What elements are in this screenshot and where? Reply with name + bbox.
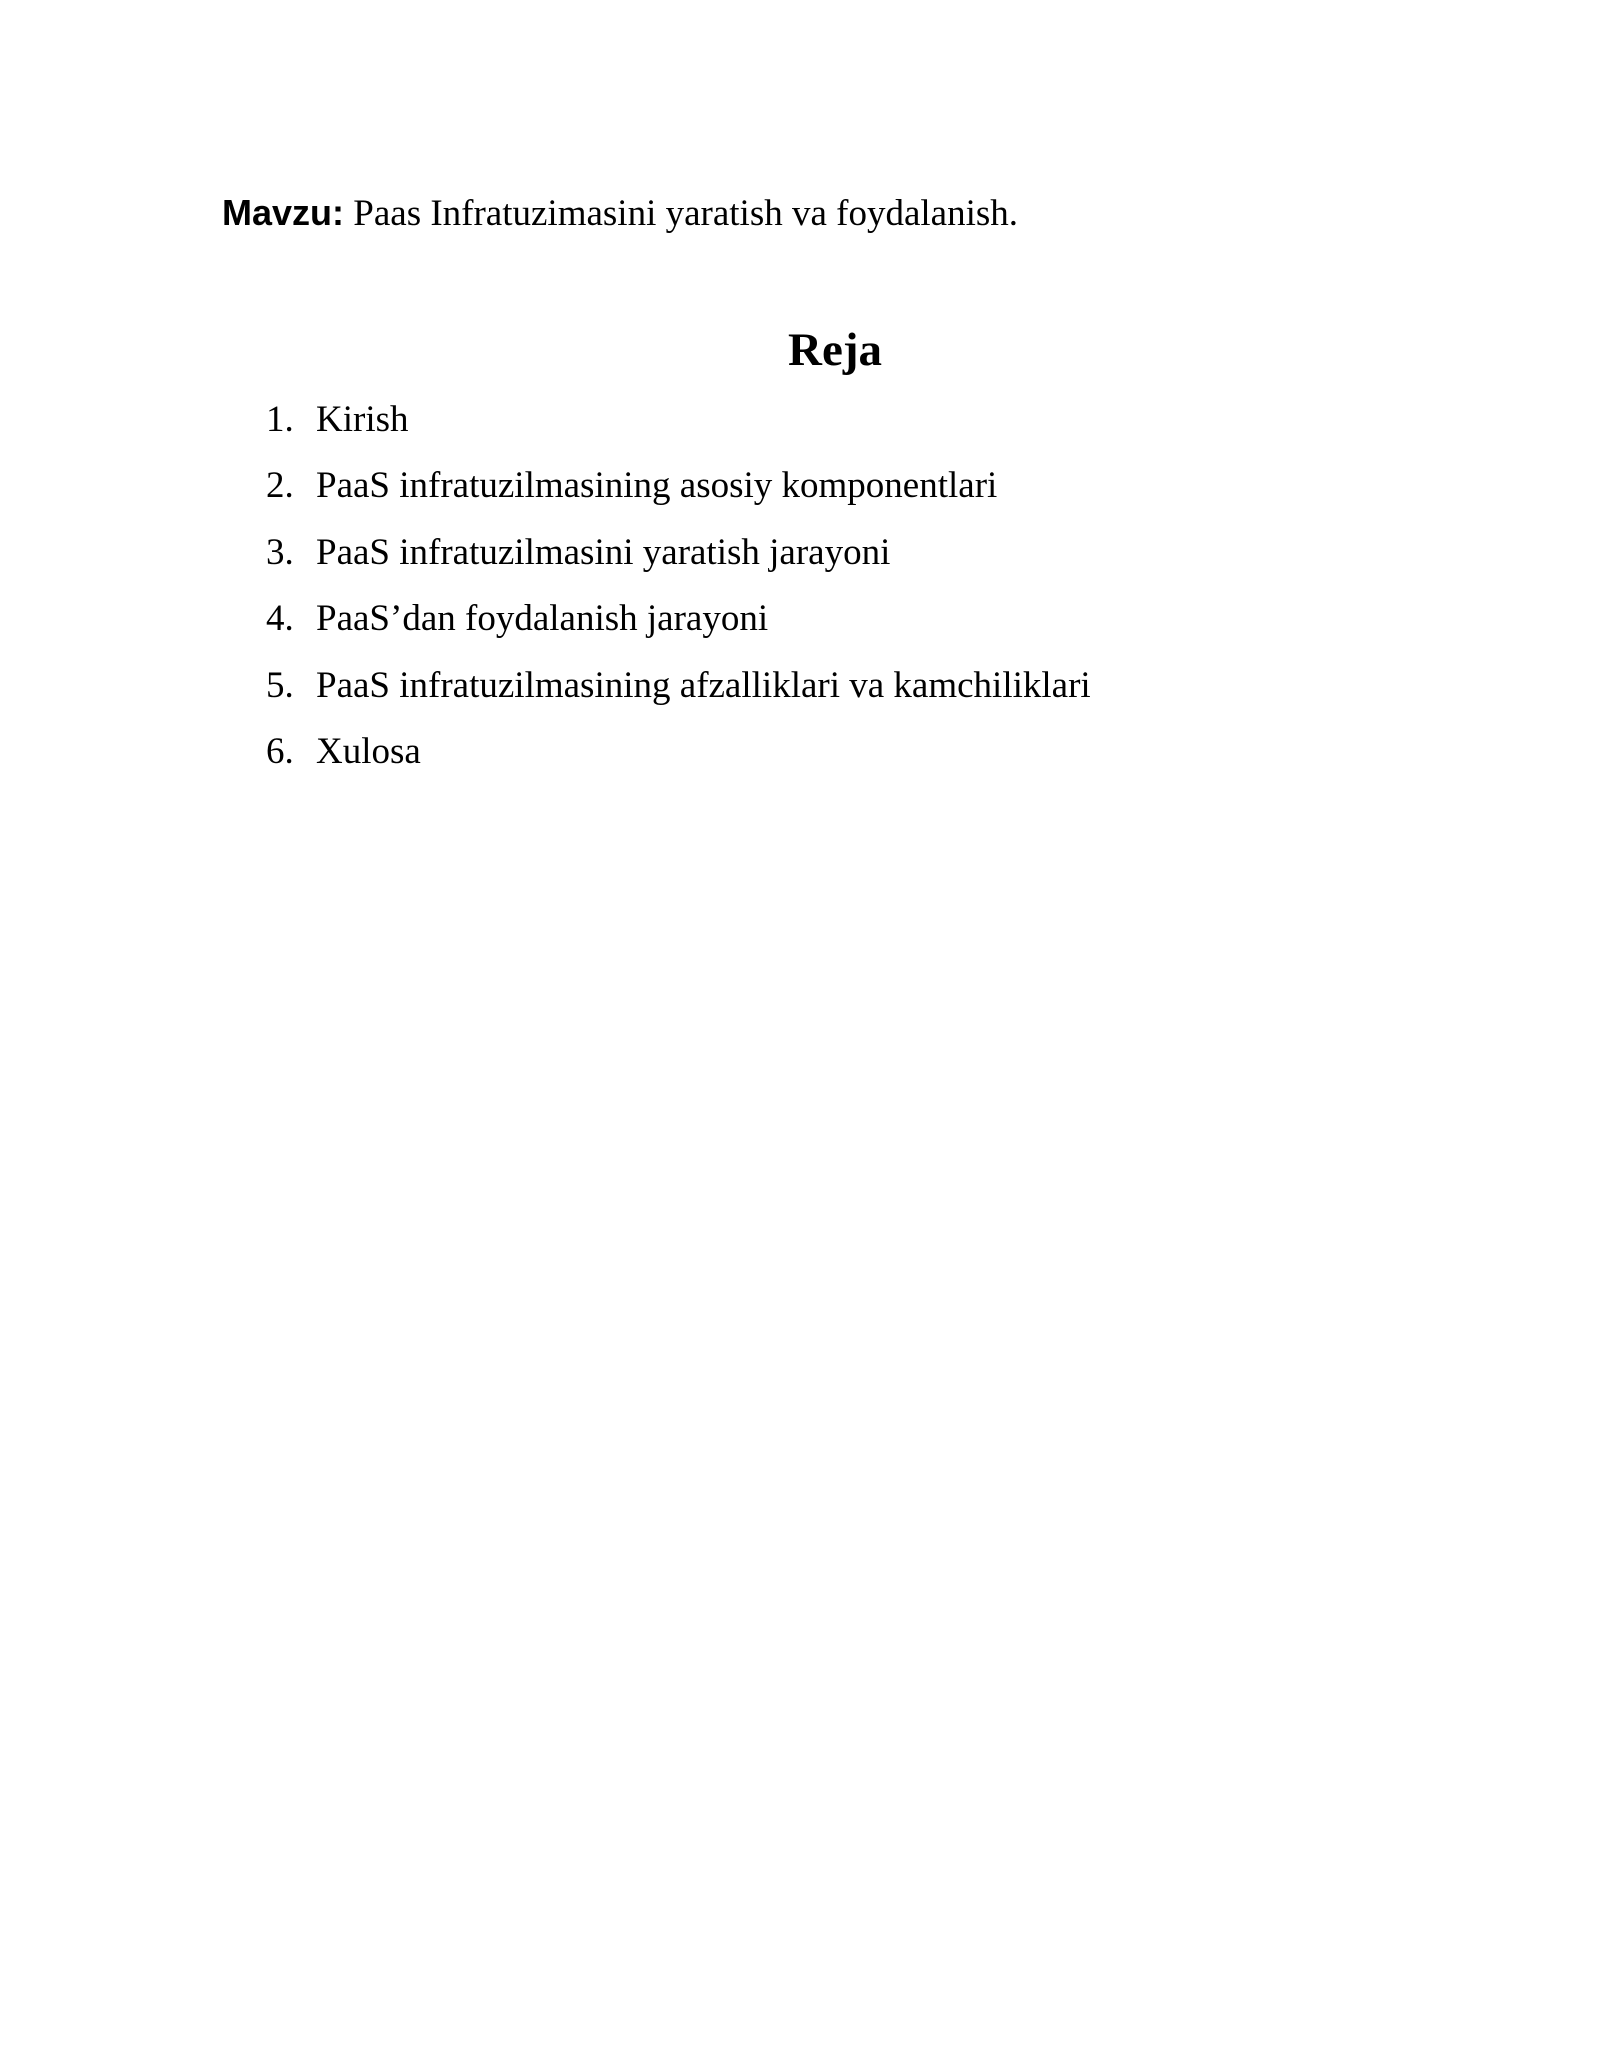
plan-item-4	[266, 594, 1091, 660]
plan-item-number: 5.	[266, 664, 294, 706]
plan-item-number: 4.	[266, 598, 294, 640]
plan-item-1	[266, 395, 1091, 461]
plan-item-5	[266, 661, 1091, 727]
plan-item-text: PaaS infratuzilmasining afzalliklari va kamchiliklari	[316, 664, 1091, 706]
plan-item-number: 3.	[266, 531, 294, 573]
plan-item-text: PaaS’dan foydalanish jarayoni	[316, 598, 769, 640]
plan-item-number: 1.	[266, 399, 294, 440]
plan-item-number: 2.	[266, 465, 294, 507]
plan-item-text: PaaS infratuzilmasining asosiy komponentlari	[316, 465, 998, 507]
plan-item-text: Xulosa	[316, 730, 421, 772]
plan-item-3	[266, 528, 1091, 594]
plan-heading: Reja	[788, 324, 882, 376]
topic-label: Mavzu:	[222, 192, 345, 233]
plan-item-text: PaaS infratuzilmasini yaratish jarayoni	[316, 531, 891, 573]
plan-list	[266, 395, 1091, 793]
plan-item-text: Kirish	[316, 399, 409, 440]
topic-line	[222, 188, 1018, 239]
topic-text: Paas Infratuzimasini yaratish va foydalanish.	[344, 193, 1019, 234]
plan-item-6	[266, 727, 1091, 793]
plan-item-2	[266, 461, 1091, 527]
plan-item-number: 6.	[266, 730, 294, 772]
